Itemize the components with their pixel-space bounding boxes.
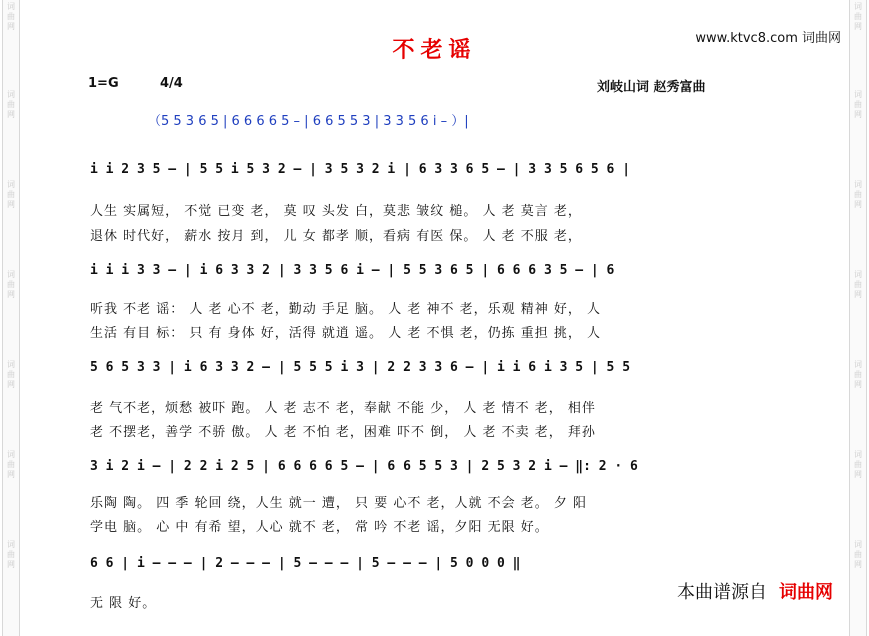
lyric-line: 退休 时代好， 薪水 按月 到， 儿 女 都孝 顺，看病 有医 保。 人 老 不服 老， <box>90 229 582 244</box>
watermark-text: 词曲网 <box>7 450 15 479</box>
notation-row: i i 2 3 5 – | 5 5 i 5 3 2 – | 3 5 3 2 i | 6 3 3 6 5 – | 3 3 5 6 5 6 | <box>90 162 631 177</box>
notation-row: i i i 3 3 – | i 6 3 3 2 | 3 3 5 6 i – | 5 5 3 6 5 | 6 6 6 3 5 – | 6 <box>90 263 615 278</box>
watermark-text: 词曲网 <box>854 540 862 569</box>
right-watermark-strip <box>849 0 867 636</box>
intro-notation: （5 5 3 6 5 | 6 6 6 6 5 – | 6 6 5 5 3 | 3 3 5 6 i – ）| <box>148 114 469 129</box>
notation-row: 6 6 | i – – – | 2 – – – | 5 – – – | 5 – – – | 5 0 0 0 ‖ <box>90 556 521 571</box>
lyric-line: 听我 不老 谣： 人 老 心不 老，勤动 手足 脑。 人 老 神不 老，乐观 精神 好， 人 <box>90 302 601 317</box>
lyric-line: 乐陶 陶。 四 季 轮回 绕，人生 就一 遭， 只 要 心不 老，人就 不会 老。 夕 阳 <box>90 496 587 511</box>
watermark-text: 词曲网 <box>854 90 862 119</box>
song-title: 不老谣 <box>392 37 477 63</box>
key-signature: 1=G <box>88 76 119 91</box>
lyric-line: 老 气不老，烦愁 被吓 跑。 人 老 志不 老，奉献 不能 少， 人 老 情不 老， 相伴 <box>90 401 596 416</box>
source-credit-prefix: 本曲谱源自 <box>677 582 767 603</box>
watermark-text: 词曲网 <box>7 360 15 389</box>
watermark-text: 词曲网 <box>854 360 862 389</box>
notation-row: 3 i 2 i – | 2 2 i 2 5 | 6 6 6 6 5 – | 6 6 5 5 3 | 2 5 3 2 i – ‖: 2 · 6 <box>90 459 638 474</box>
source-credit <box>677 578 833 604</box>
watermark-text: 词曲网 <box>7 540 15 569</box>
notation-row: 5 6 5 3 3 | i 6 3 3 2 – | 5 5 5 i 3 | 2 2 3 3 6 – | i i 6 i 3 5 | 5 5 <box>90 360 631 375</box>
left-watermark-strip <box>2 0 20 636</box>
watermark-text: 词曲网 <box>7 270 15 299</box>
watermark-text: 词曲网 <box>854 180 862 209</box>
lyric-line: 老 不摆老，善学 不骄 傲。 人 老 不怕 老，困难 吓不 倒， 人 老 不卖 老， 拜孙 <box>90 425 596 440</box>
lyric-line: 人生 实属短， 不觉 已变 老， 莫 叹 头发 白，莫悲 皱纹 槌。 人 老 莫言 老， <box>90 204 582 219</box>
watermark-text: 词曲网 <box>7 90 15 119</box>
watermark-text: 词曲网 <box>7 2 15 31</box>
source-credit-brand: 词曲网 <box>779 582 833 603</box>
watermark-text: 词曲网 <box>854 270 862 299</box>
lyric-line: 学电 脑。 心 中 有希 望，人心 就不 老， 常 吟 不老 谣，夕阳 无限 好。 <box>90 520 549 535</box>
song-credits: 刘岐山词 赵秀富曲 <box>597 80 706 95</box>
lyric-line: 无 限 好。 <box>90 596 157 611</box>
lyric-line: 生活 有目 标： 只 有 身体 好，活得 就逍 遥。 人 老 不惧 老，仍拣 重担 挑， 人 <box>90 326 601 341</box>
watermark-text: 词曲网 <box>854 2 862 31</box>
site-header: www.ktvc8.com 词曲网 <box>695 31 841 46</box>
time-signature: 4/4 <box>160 76 183 91</box>
watermark-text: 词曲网 <box>7 180 15 209</box>
watermark-text: 词曲网 <box>854 450 862 479</box>
